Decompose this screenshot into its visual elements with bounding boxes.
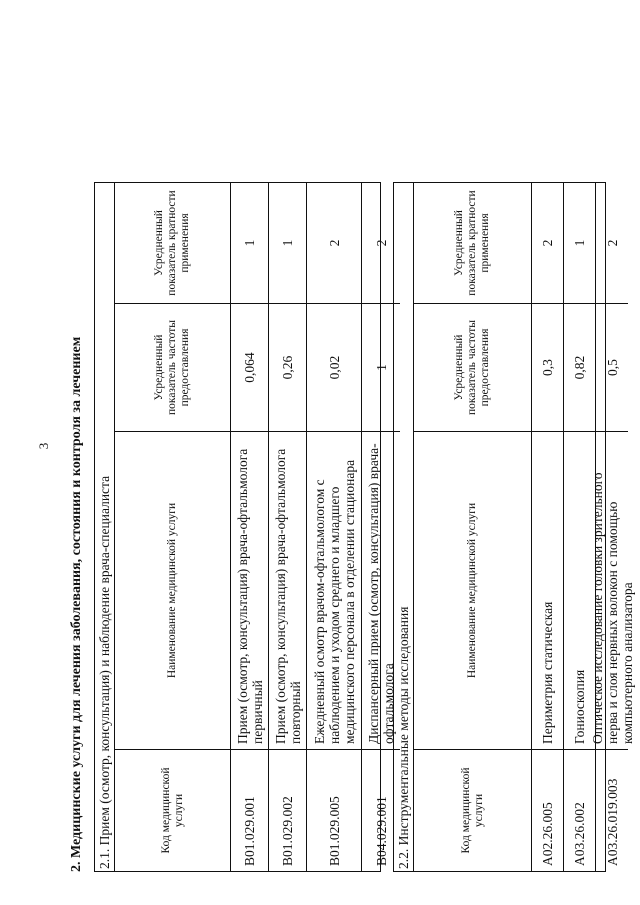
page-number: 3: [36, 442, 51, 450]
header-multiplicity: Усредненный показатель кратности применения: [153, 190, 191, 296]
frequency-value: 0,5: [596, 303, 628, 431]
service-name: Ежедневный осмотр врачом-офтальмологом с наблюдением и уходом среднего и младшего медицинского персонала в отделении стационара: [307, 431, 361, 749]
section-title: 2. Медицинские услуги для лечения заболевания, состояния и контроля за лечением: [69, 336, 84, 872]
header-name: Наименование медицинской услуги: [115, 431, 230, 749]
rotated-landscape-page: [68, 82, 635, 872]
frequency-value: 0,3: [532, 303, 563, 431]
multiplicity-value: 1: [280, 239, 295, 247]
table-row: [269, 183, 307, 871]
table-instrumental-methods: [393, 182, 635, 872]
header-code: Код медицинской услуги: [414, 749, 531, 871]
service-code: A02.26.005: [532, 749, 563, 871]
table-caption: 2.2. Инструментальные методы исследования: [394, 183, 414, 871]
multiplicity-value: 2: [604, 239, 620, 247]
table-row: [532, 183, 564, 871]
service-code: B04.029.001: [362, 749, 400, 871]
service-code: B01.029.005: [307, 749, 361, 871]
service-name: Периметрия статическая: [532, 431, 563, 749]
header-code: Код медицинской услуги: [115, 749, 230, 871]
header-name: Наименование медицинской услуги: [414, 431, 531, 749]
service-code: B01.029.002: [269, 749, 306, 871]
header-multiplicity: Усредненный показатель кратности применения: [453, 190, 491, 296]
table-header-row: [414, 183, 532, 871]
service-name: Прием (осмотр, консультация) врача-офтальмолога повторный: [269, 431, 306, 749]
table-doctor-visits: [94, 182, 396, 872]
table-row: [589, 183, 635, 871]
service-name: Диспансерный прием (осмотр, консультация) врача-офтальмолога: [362, 431, 400, 749]
service-name: Оптическое исследование головки зрительного нерва и слоя нервных волокон с помощью компьютерного анализатора: [596, 431, 628, 749]
multiplicity-value: 2: [326, 239, 342, 247]
frequency-value: 0,26: [269, 303, 306, 431]
header-frequency: Усредненный показатель частоты предоставления: [414, 303, 531, 431]
service-code: A03.26.002: [564, 749, 595, 871]
frequency-value: 0,82: [564, 303, 595, 431]
service-code: A03.26.019.003: [596, 749, 628, 871]
multiplicity-value: 2: [373, 239, 389, 247]
service-code: B01.029.001: [231, 749, 268, 871]
header-frequency: Усредненный показатель частоты предоставления: [115, 303, 230, 431]
table-row: [307, 183, 362, 871]
frequency-value: 0,02: [307, 303, 361, 431]
table-row: [231, 183, 269, 871]
table-header-row: [115, 183, 231, 871]
multiplicity-value: 1: [572, 239, 587, 247]
table-caption: 2.1. Прием (осмотр, консультация) и наблюдение врача-специалиста: [95, 183, 115, 871]
multiplicity-value: 1: [242, 239, 257, 247]
multiplicity-value: 2: [540, 239, 555, 247]
frequency-value: 0,064: [231, 303, 268, 431]
service-name: Гониоскопия: [564, 431, 595, 749]
service-name: Прием (осмотр, консультация) врача-офтальмолога первичный: [231, 431, 268, 749]
frequency-value: 1: [362, 303, 400, 431]
